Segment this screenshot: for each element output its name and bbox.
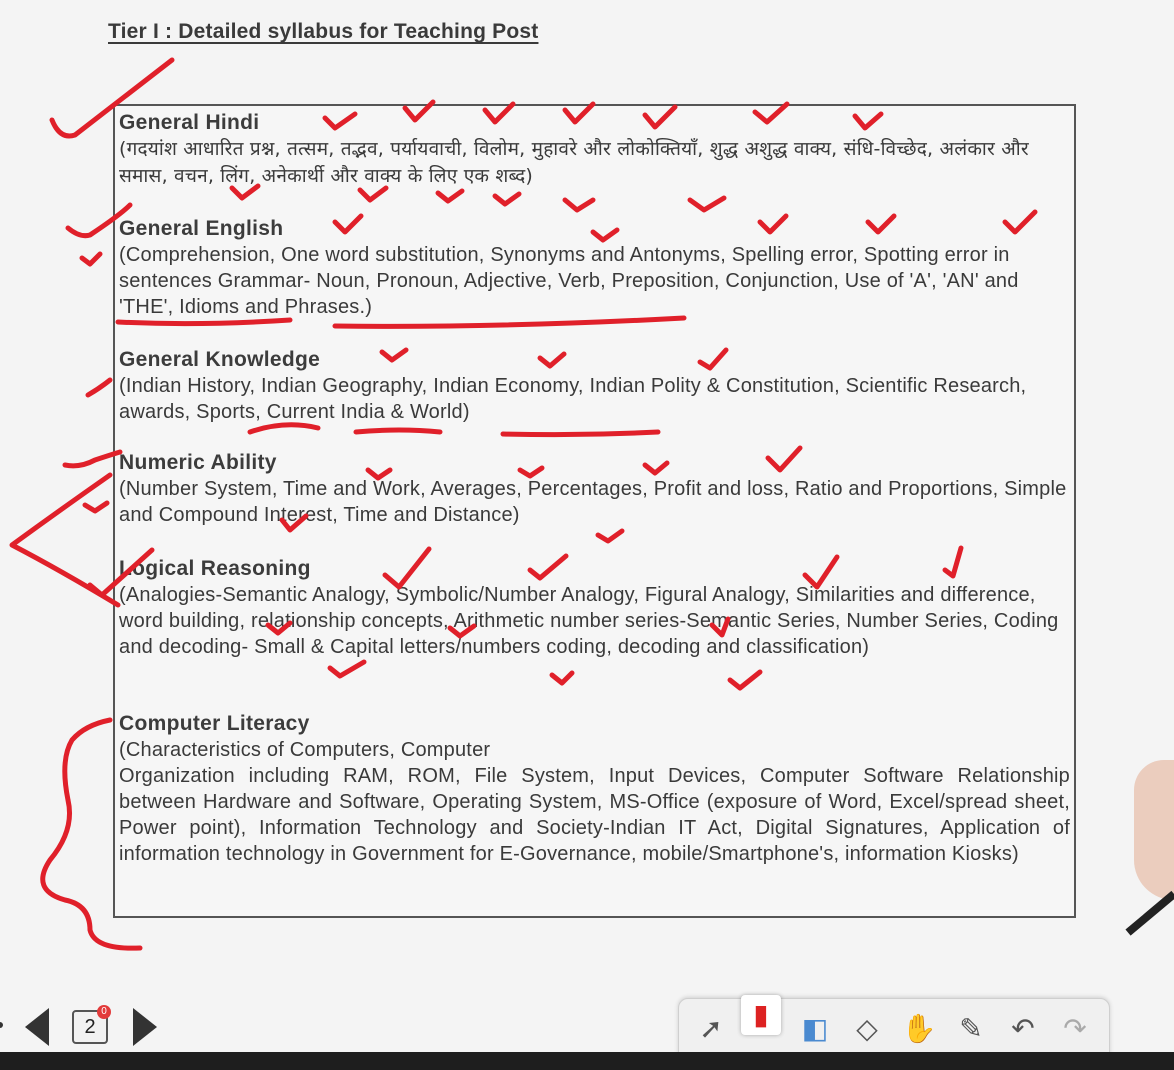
presenter-hand [1134,760,1174,900]
section-title: Numeric Ability [119,451,277,474]
cursor-icon[interactable]: ➚ [699,1013,723,1044]
eraser-icon[interactable]: ◧ [801,1013,829,1044]
page-number[interactable]: 2 [72,1010,108,1044]
section-general-english [119,216,1070,320]
section-body-first-line: (Characteristics of Computers, Computer [119,739,491,761]
annotation-bracket [12,475,118,605]
section-title: Logical Reasoning [119,557,311,580]
section-general-hindi [119,110,1070,190]
nav-dot [0,1022,3,1028]
section-logical-reasoning [119,556,1070,660]
stylus-pen [1125,891,1174,936]
section-title: General Knowledge [119,348,321,371]
section-body: (Analogies-Semantic Analogy, Symbolic/Number Analogy, Figural Analogy, Similarities and difference, word building, relationship concepts, Arithmetic number series-Semantic Series, Number Series, Coding and decoding- Small & Capital letters/numbers coding, decoding and classification) [119,584,1059,658]
section-body: (Number System, Time and Work, Averages, Percentages, Profit and loss, Ratio and Proportions, Simple and Compound Interest, Time and Distance) [119,478,1067,526]
section-title: General English [119,217,284,240]
previous-page-button[interactable] [25,1008,49,1046]
section-body: (Comprehension, One word substitution, Synonyms and Antonyms, Spelling error, Spotting error in sentences Grammar- Noun, Pronoun, Adjective, Verb, Preposition, Conjunction, Use of 'A', 'AN' and 'THE', Idioms and Phrases.) [119,244,1019,318]
section-title: General Hindi [119,111,260,134]
page-badge: 0 [97,1005,111,1019]
highlighter-icon[interactable]: ✎ [959,1013,983,1044]
bottom-bar [0,1052,1174,1070]
pen-icon[interactable]: ▮ [741,995,781,1035]
redo-icon[interactable]: ↷ [1063,1013,1087,1044]
syllabus-box [113,104,1076,918]
hand-icon[interactable]: ✋ [901,1013,937,1044]
annotation-check [85,503,107,511]
next-page-button[interactable] [133,1008,157,1046]
annotation-check [88,380,110,395]
section-title: Computer Literacy [119,712,310,735]
annotation-check [82,254,100,264]
drawing-toolbar [678,998,1110,1056]
section-numeric-ability [119,450,1070,528]
section-general-knowledge [119,347,1070,425]
section-body: (Indian History, Indian Geography, Indian Economy, Indian Polity & Constitution, Scientific Research, awards, Sports, Current India & World) [119,375,1027,423]
section-body: Organization including RAM, ROM, File System, Input Devices, Computer Software Relationship between Hardware and Software, Operating System, MS-Office (exposure of Word, Excel/spread sheet, Power point), Information Technology and Society-Indian IT Act, Digital Signatures, Application of information technology in Government for E-Governance, mobile/Smartphone's, information Kiosks) [119,765,1070,865]
annotation-check [65,452,120,466]
page-title: Tier I : Detailed syllabus for Teaching Post [108,20,539,43]
section-computer-literacy [119,711,1070,867]
shape-icon[interactable]: ◇ [856,1013,878,1044]
section-body: (गदयांश आधारित प्रश्न, तत्सम, तद्भव, पर्यायवाची, विलोम, मुहावरे और लोकोक्तियाँ, शुद्ध अशुद्ध वाक्य, संधि-विच्छेद, अलंकार और समास, वचन, लिंग, अनेकार्थी और वाक्य के लिए एक शब्द) [119,138,1029,187]
undo-icon[interactable]: ↶ [1011,1013,1035,1044]
